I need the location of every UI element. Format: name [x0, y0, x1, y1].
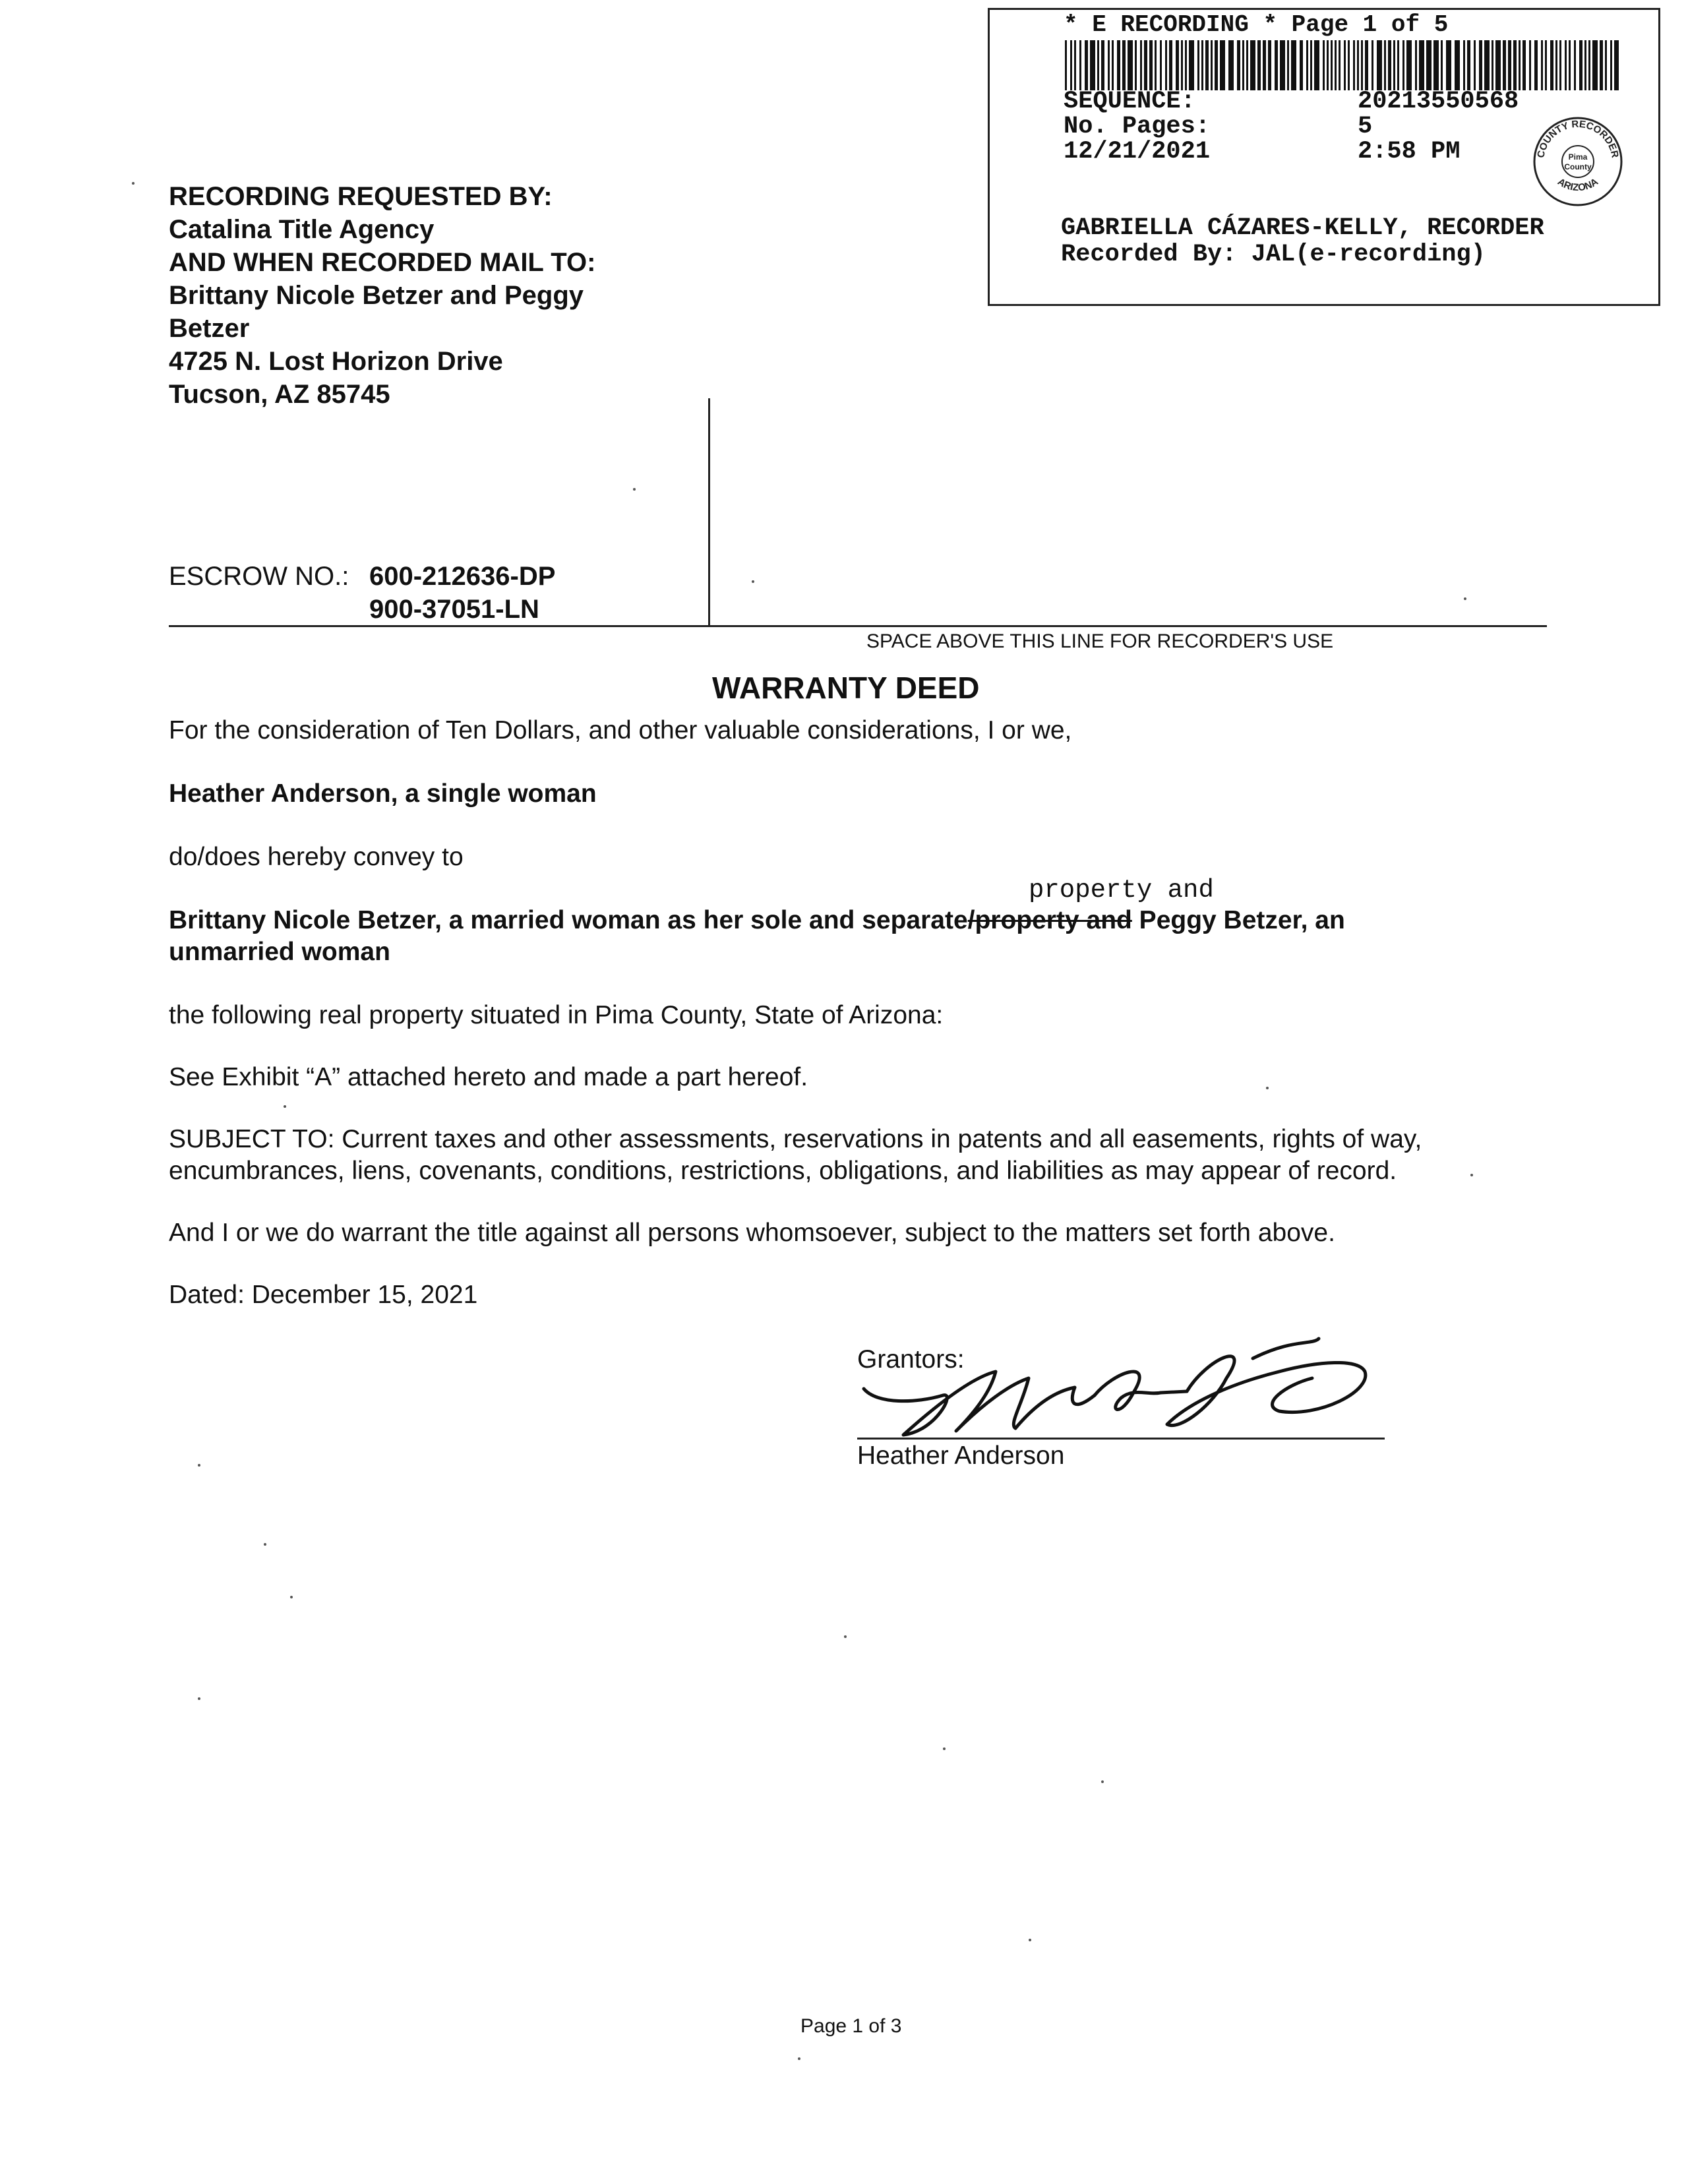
recorder-stamp	[988, 8, 1660, 306]
subject-to-line-2: encumbrances, liens, covenants, conditions, restrictions, obligations, and liabilities as may appear of record.	[169, 1157, 1397, 1185]
barcode-bar	[1327, 40, 1329, 90]
barcode-bar	[1529, 40, 1531, 90]
signer-name: Heather Anderson	[857, 1441, 1065, 1470]
barcode-bar	[1588, 40, 1590, 90]
barcode-bar	[1112, 40, 1114, 90]
seal-center-text-1: Pima	[1568, 152, 1588, 162]
barcode-bar	[1090, 40, 1095, 90]
sequence-value: 20213550568	[1358, 88, 1519, 115]
barcode-bar	[1344, 40, 1346, 90]
barcode-bar	[1534, 40, 1538, 90]
barcode-bar	[1492, 40, 1493, 90]
escrow-number-2: 900-37051-LN	[369, 595, 539, 624]
barcode-bar	[1122, 40, 1126, 90]
barcode-bar	[1250, 40, 1255, 90]
barcode-bar	[1479, 40, 1482, 90]
grantee-text-b: Peggy Betzer, an	[1131, 906, 1345, 934]
barcode-bar	[1306, 40, 1308, 90]
barcode-bar	[1519, 40, 1521, 90]
barcode-bar	[1176, 40, 1179, 90]
barcode-bar	[1085, 40, 1088, 90]
barcode-bar	[1365, 40, 1368, 90]
barcode-bar	[1495, 40, 1501, 90]
barcode-bar	[1384, 40, 1386, 90]
dated-text: Dated: December 15, 2021	[169, 1281, 478, 1309]
mail-to-line-2: Betzer	[169, 314, 250, 343]
grantor-text: Heather Anderson, a single woman	[169, 779, 597, 808]
barcode-bar	[1117, 40, 1120, 90]
barcode-bar	[1181, 40, 1183, 90]
barcode-bar	[1144, 40, 1147, 90]
page-number: Page 1 of 3	[800, 2015, 902, 2037]
address-line-1: 4725 N. Lost Horizon Drive	[169, 347, 503, 376]
grantee-line-1	[169, 906, 1345, 935]
grantors-label: Grantors:	[857, 1345, 965, 1374]
barcode-bar	[1441, 40, 1443, 90]
consideration-text: For the consideration of Ten Dollars, and other valuable considerations, I or we,	[169, 716, 1072, 744]
barcode-bar	[1097, 40, 1099, 90]
barcode-bar	[1584, 40, 1586, 90]
barcode-bar	[1074, 40, 1076, 90]
barcode-bar	[1310, 40, 1312, 90]
barcode-bar	[1065, 40, 1067, 90]
barcode-bar	[1246, 40, 1248, 90]
barcode-bar	[1377, 40, 1382, 90]
barcode-bar	[1149, 40, 1153, 90]
barcode-bar	[1185, 40, 1187, 90]
barcode-bar	[1555, 40, 1557, 90]
barcode-bar	[1579, 40, 1582, 90]
barcode-bar	[1569, 40, 1571, 90]
barcode-bar	[1263, 40, 1266, 90]
barcode-bar	[1508, 40, 1511, 90]
requested-by-name: Catalina Title Agency	[169, 215, 435, 244]
barcode-bar	[1205, 40, 1209, 90]
barcode-bar	[1101, 40, 1104, 90]
recorder-space-note: SPACE ABOVE THIS LINE FOR RECORDER'S USE	[866, 630, 1334, 652]
barcode-bar	[1397, 40, 1399, 90]
exhibit-text: See Exhibit “A” attached hereto and made a part hereof.	[169, 1063, 808, 1091]
grantee-line-2: unmarried woman	[169, 938, 390, 966]
barcode-bar	[1339, 40, 1341, 90]
seal-center-text-2: County	[1564, 162, 1592, 171]
barcode-bar	[1388, 40, 1391, 90]
barcode-bar	[1280, 40, 1285, 90]
barcode-bar	[1592, 40, 1598, 90]
convey-text: do/does hereby convey to	[169, 843, 464, 871]
barcode-bar	[1228, 40, 1234, 90]
barcode-bar	[1237, 40, 1240, 90]
barcode-bar	[1463, 40, 1465, 90]
barcode-bar	[1291, 40, 1296, 90]
address-line-2: Tucson, AZ 85745	[169, 380, 390, 409]
county-recorder-seal	[1532, 115, 1624, 208]
barcode-bar	[1335, 40, 1337, 90]
barcode-bar	[1455, 40, 1460, 90]
pages-label: No. Pages:	[1064, 113, 1211, 140]
barcode-bar	[1419, 40, 1424, 90]
stamp-header: * E RECORDING * Page 1 of 5	[1064, 11, 1449, 38]
barcode-bar	[1108, 40, 1110, 90]
barcode-bar	[1357, 40, 1359, 90]
mail-to-label: AND WHEN RECORDED MAIL TO:	[169, 248, 596, 277]
barcode-bar	[1484, 40, 1490, 90]
seal-top-text: COUNTY RECORDER	[1535, 118, 1621, 159]
barcode-bar	[1600, 40, 1603, 90]
barcode-bar	[1610, 40, 1612, 90]
recorded-by: Recorded By: JAL(e-recording)	[1061, 241, 1486, 268]
recording-requested-label: RECORDING REQUESTED BY:	[169, 182, 553, 211]
barcode-bar	[1614, 40, 1619, 90]
barcode-bar	[1559, 40, 1561, 90]
signature-line	[857, 1438, 1385, 1440]
mail-to-line-1: Brittany Nicole Betzer and Peggy	[169, 281, 584, 310]
barcode-bar	[1287, 40, 1289, 90]
barcode-bar	[1402, 40, 1404, 90]
barcode-bar	[1070, 40, 1072, 90]
barcode-bar	[1545, 40, 1547, 90]
recorder-name: GABRIELLA CÁZARES-KELLY, RECORDER	[1061, 214, 1544, 242]
barcode-bar	[1242, 40, 1244, 90]
barcode-bar	[1415, 40, 1417, 90]
sequence-label: SEQUENCE:	[1064, 88, 1195, 115]
barcode-bar	[1189, 40, 1194, 90]
barcode-bar	[1550, 40, 1553, 90]
pages-value: 5	[1358, 113, 1373, 140]
barcode-bar	[1361, 40, 1363, 90]
barcode-bar	[1426, 40, 1432, 90]
grantee-text-a: Brittany Nicole Betzer, a married woman as her sole and separate	[169, 906, 968, 934]
svg-text:ARIZONA	[1555, 176, 1600, 193]
barcode-bar	[1574, 40, 1576, 90]
barcode-bar	[1372, 40, 1373, 90]
escrow-label: ESCROW NO.:	[169, 562, 349, 591]
barcode-bar	[1541, 40, 1543, 90]
header-vertical-divider	[708, 398, 710, 625]
barcode	[1065, 40, 1619, 90]
recorder-space-rule	[169, 625, 1547, 627]
deed-title: WARRANTY DEED	[712, 671, 980, 705]
barcode-bar	[1393, 40, 1395, 90]
record-time: 2:58 PM	[1358, 138, 1461, 166]
property-location-text: the following real property situated in Pima County, State of Arizona:	[169, 1001, 944, 1029]
barcode-bar	[1211, 40, 1213, 90]
barcode-bar	[1155, 40, 1157, 90]
barcode-bar	[1160, 40, 1162, 90]
escrow-number-1: 600-212636-DP	[369, 562, 556, 591]
barcode-bar	[1467, 40, 1470, 90]
barcode-bar	[1268, 40, 1271, 90]
barcode-bar	[1140, 40, 1142, 90]
barcode-bar	[1503, 40, 1506, 90]
barcode-bar	[1513, 40, 1517, 90]
seal-bottom-text: ARIZONA	[1555, 176, 1600, 194]
barcode-bar	[1220, 40, 1225, 90]
barcode-bar	[1201, 40, 1203, 90]
barcode-bar	[1300, 40, 1303, 90]
barcode-bar	[1275, 40, 1278, 90]
warrant-text: And I or we do warrant the title against all persons whomsoever, subject to the matters set forth above.	[169, 1219, 1335, 1247]
barcode-bar	[1433, 40, 1439, 90]
barcode-bar	[1215, 40, 1218, 90]
grantor-signature	[857, 1332, 1385, 1444]
barcode-bar	[1165, 40, 1167, 90]
barcode-bar	[1257, 40, 1261, 90]
barcode-bar	[1197, 40, 1199, 90]
barcode-bar	[1331, 40, 1333, 90]
barcode-bar	[1353, 40, 1355, 90]
grantee-struck-text: /property and	[967, 906, 1132, 934]
barcode-bar	[1406, 40, 1412, 90]
barcode-bar	[1135, 40, 1137, 90]
barcode-bar	[1474, 40, 1476, 90]
barcode-bar	[1314, 40, 1319, 90]
record-date: 12/21/2021	[1064, 138, 1211, 166]
barcode-bar	[1079, 40, 1081, 90]
barcode-bar	[1348, 40, 1350, 90]
barcode-bar	[1605, 40, 1607, 90]
barcode-bar	[1128, 40, 1133, 90]
barcode-bar	[1323, 40, 1325, 90]
barcode-bar	[1565, 40, 1567, 90]
barcode-bar	[1522, 40, 1526, 90]
typed-correction: property and	[1029, 876, 1214, 905]
subject-to-line-1: SUBJECT TO: Current taxes and other assessments, reservations in patents and all easements, rights of way,	[169, 1125, 1422, 1153]
barcode-bar	[1446, 40, 1451, 90]
barcode-bar	[1169, 40, 1172, 90]
